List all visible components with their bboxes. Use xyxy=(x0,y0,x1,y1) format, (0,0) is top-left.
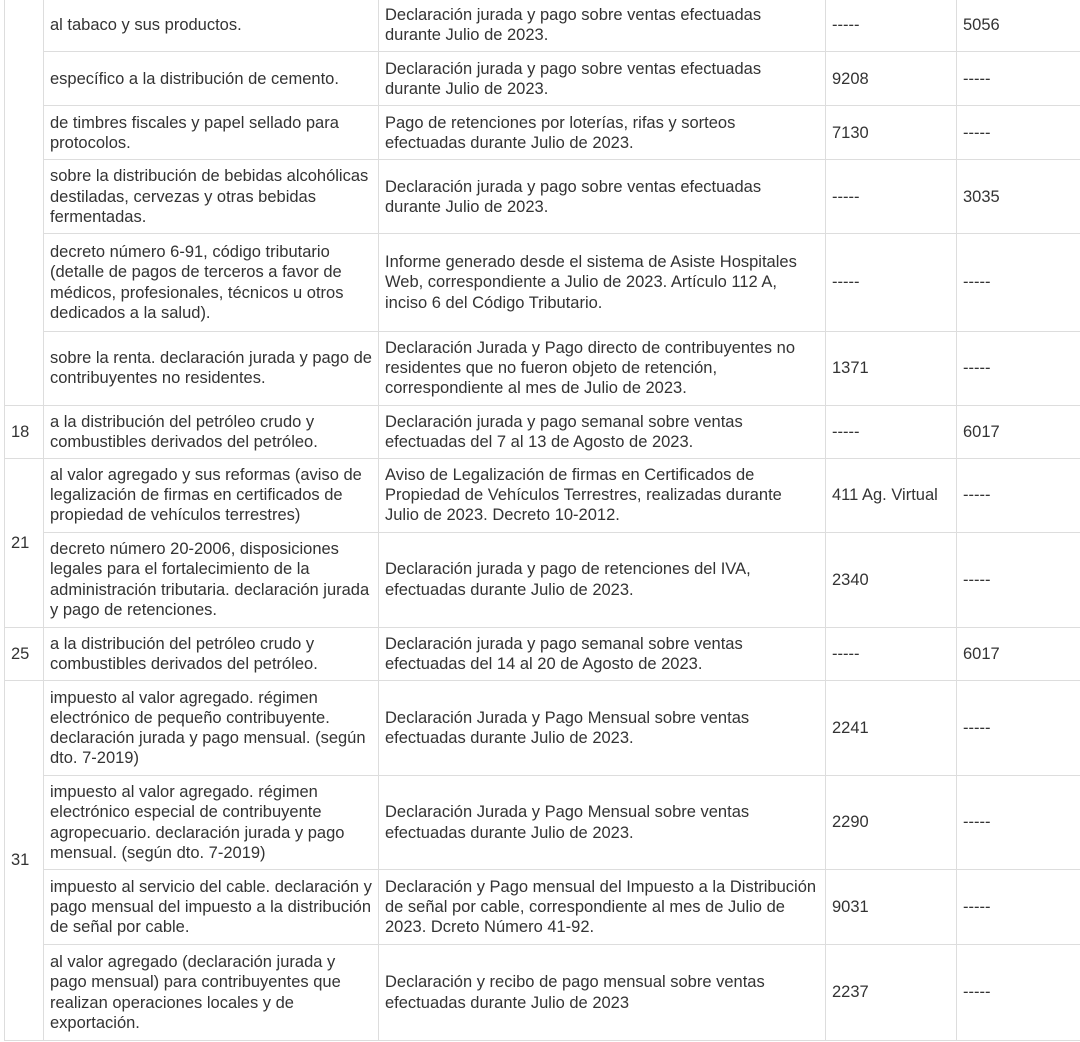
form-alt-cell: ----- xyxy=(957,106,1080,160)
form-cell: 1371 xyxy=(826,332,957,406)
table-row xyxy=(5,945,1080,1041)
description-cell: Declaración Jurada y Pago Mensual sobre ventas efectuadas durante Julio de 2023. xyxy=(379,681,826,776)
day-cell: 25 xyxy=(5,627,44,680)
table-row xyxy=(5,332,1080,406)
table-row xyxy=(5,160,1080,234)
tax-calendar-table xyxy=(4,0,1080,1041)
day-cell: 18 xyxy=(5,405,44,458)
table-row xyxy=(5,234,1080,332)
form-cell: 2340 xyxy=(826,532,957,627)
description-cell: Declaración jurada y pago semanal sobre ventas efectuadas del 14 al 20 de Agosto de 2023. xyxy=(379,627,826,680)
description-cell: Aviso de Legalización de firmas en Certificados de Propiedad de Vehículos Terrestres, realizadas durante Julio de 2023. Decreto 10-2012. xyxy=(379,459,826,533)
tax-name-cell: decreto número 20-2006, disposiciones legales para el fortalecimiento de la administración tributaria. declaración jurada y pago de retenciones. xyxy=(44,532,379,627)
tax-name-cell: impuesto al valor agregado. régimen electrónico especial de contribuyente agropecuario. declaración jurada y pago mensual. (según dto. 7-2019) xyxy=(44,776,379,870)
day-cell: 21 xyxy=(5,459,44,628)
description-cell: Pago de retenciones por loterías, rifas y sorteos efectuadas durante Julio de 2023. xyxy=(379,106,826,160)
description-cell: Informe generado desde el sistema de Asiste Hospitales Web, correspondiente a Julio de 2023. Artículo 112 A, inciso 6 del Código Tributario. xyxy=(379,234,826,332)
form-cell: ----- xyxy=(826,160,957,234)
description-cell: Declaración jurada y pago sobre ventas efectuadas durante Julio de 2023. xyxy=(379,160,826,234)
form-alt-cell: ----- xyxy=(957,234,1080,332)
form-alt-cell: 3035 xyxy=(957,160,1080,234)
form-alt-cell: ----- xyxy=(957,52,1080,106)
form-cell: 2241 xyxy=(826,681,957,776)
tax-name-cell: de timbres fiscales y papel sellado para protocolos. xyxy=(44,106,379,160)
form-alt-cell: ----- xyxy=(957,681,1080,776)
form-cell: ----- xyxy=(826,405,957,458)
form-alt-cell: ----- xyxy=(957,776,1080,870)
form-cell: 9031 xyxy=(826,870,957,945)
table-row xyxy=(5,459,1080,533)
form-cell: ----- xyxy=(826,0,957,52)
table-row xyxy=(5,106,1080,160)
day-cell xyxy=(5,0,44,405)
form-alt-cell: 5056 xyxy=(957,0,1080,52)
tax-name-cell: a la distribución del petróleo crudo y combustibles derivados del petróleo. xyxy=(44,405,379,458)
tax-name-cell: específico a la distribución de cemento. xyxy=(44,52,379,106)
table-row xyxy=(5,405,1080,458)
tax-name-cell: sobre la renta. declaración jurada y pago de contribuyentes no residentes. xyxy=(44,332,379,406)
description-cell: Declaración Jurada y Pago Mensual sobre ventas efectuadas durante Julio de 2023. xyxy=(379,776,826,870)
form-cell: 7130 xyxy=(826,106,957,160)
form-alt-cell: ----- xyxy=(957,945,1080,1041)
table-row xyxy=(5,52,1080,106)
description-cell: Declaración y Pago mensual del Impuesto a la Distribución de señal por cable, correspondiente al mes de Julio de 2023. Dcreto Número 41-92. xyxy=(379,870,826,945)
table-row xyxy=(5,532,1080,627)
table-row xyxy=(5,681,1080,776)
form-alt-cell: ----- xyxy=(957,870,1080,945)
form-cell: ----- xyxy=(826,627,957,680)
day-cell: 31 xyxy=(5,681,44,1041)
table-row xyxy=(5,0,1080,52)
form-cell: 411 Ag. Virtual xyxy=(826,459,957,533)
tax-name-cell: sobre la distribución de bebidas alcohólicas destiladas, cervezas y otras bebidas fermentadas. xyxy=(44,160,379,234)
form-alt-cell: ----- xyxy=(957,532,1080,627)
form-alt-cell: ----- xyxy=(957,459,1080,533)
tax-name-cell: al valor agregado y sus reformas (aviso de legalización de firmas en certificados de propiedad de vehículos terrestres) xyxy=(44,459,379,533)
form-cell: 2237 xyxy=(826,945,957,1041)
tax-name-cell: a la distribución del petróleo crudo y combustibles derivados del petróleo. xyxy=(44,627,379,680)
form-cell: 9208 xyxy=(826,52,957,106)
tax-name-cell: impuesto al valor agregado. régimen electrónico de pequeño contribuyente. declaración jurada y pago mensual. (según dto. 7-2019) xyxy=(44,681,379,776)
form-alt-cell: ----- xyxy=(957,332,1080,406)
tax-name-cell: impuesto al servicio del cable. declaración y pago mensual del impuesto a la distribución de señal por cable. xyxy=(44,870,379,945)
tax-name-cell: decreto número 6-91, código tributario (detalle de pagos de terceros a favor de médicos, profesionales, técnicos u otros dedicados a la salud). xyxy=(44,234,379,332)
description-cell: Declaración jurada y pago de retenciones del IVA, efectuadas durante Julio de 2023. xyxy=(379,532,826,627)
description-cell: Declaración y recibo de pago mensual sobre ventas efectuadas durante Julio de 2023 xyxy=(379,945,826,1041)
table-row xyxy=(5,627,1080,680)
form-cell: ----- xyxy=(826,234,957,332)
table-row xyxy=(5,776,1080,870)
form-alt-cell: 6017 xyxy=(957,627,1080,680)
description-cell: Declaración Jurada y Pago directo de contribuyentes no residentes que no fueron objeto de retención, correspondiente al mes de Julio de 2023. xyxy=(379,332,826,406)
table-row xyxy=(5,870,1080,945)
description-cell: Declaración jurada y pago semanal sobre ventas efectuadas del 7 al 13 de Agosto de 2023. xyxy=(379,405,826,458)
form-alt-cell: 6017 xyxy=(957,405,1080,458)
tax-name-cell: al tabaco y sus productos. xyxy=(44,0,379,52)
description-cell: Declaración jurada y pago sobre ventas efectuadas durante Julio de 2023. xyxy=(379,0,826,52)
description-cell: Declaración jurada y pago sobre ventas efectuadas durante Julio de 2023. xyxy=(379,52,826,106)
tax-name-cell: al valor agregado (declaración jurada y pago mensual) para contribuyentes que realizan operaciones locales y de exportación. xyxy=(44,945,379,1041)
form-cell: 2290 xyxy=(826,776,957,870)
